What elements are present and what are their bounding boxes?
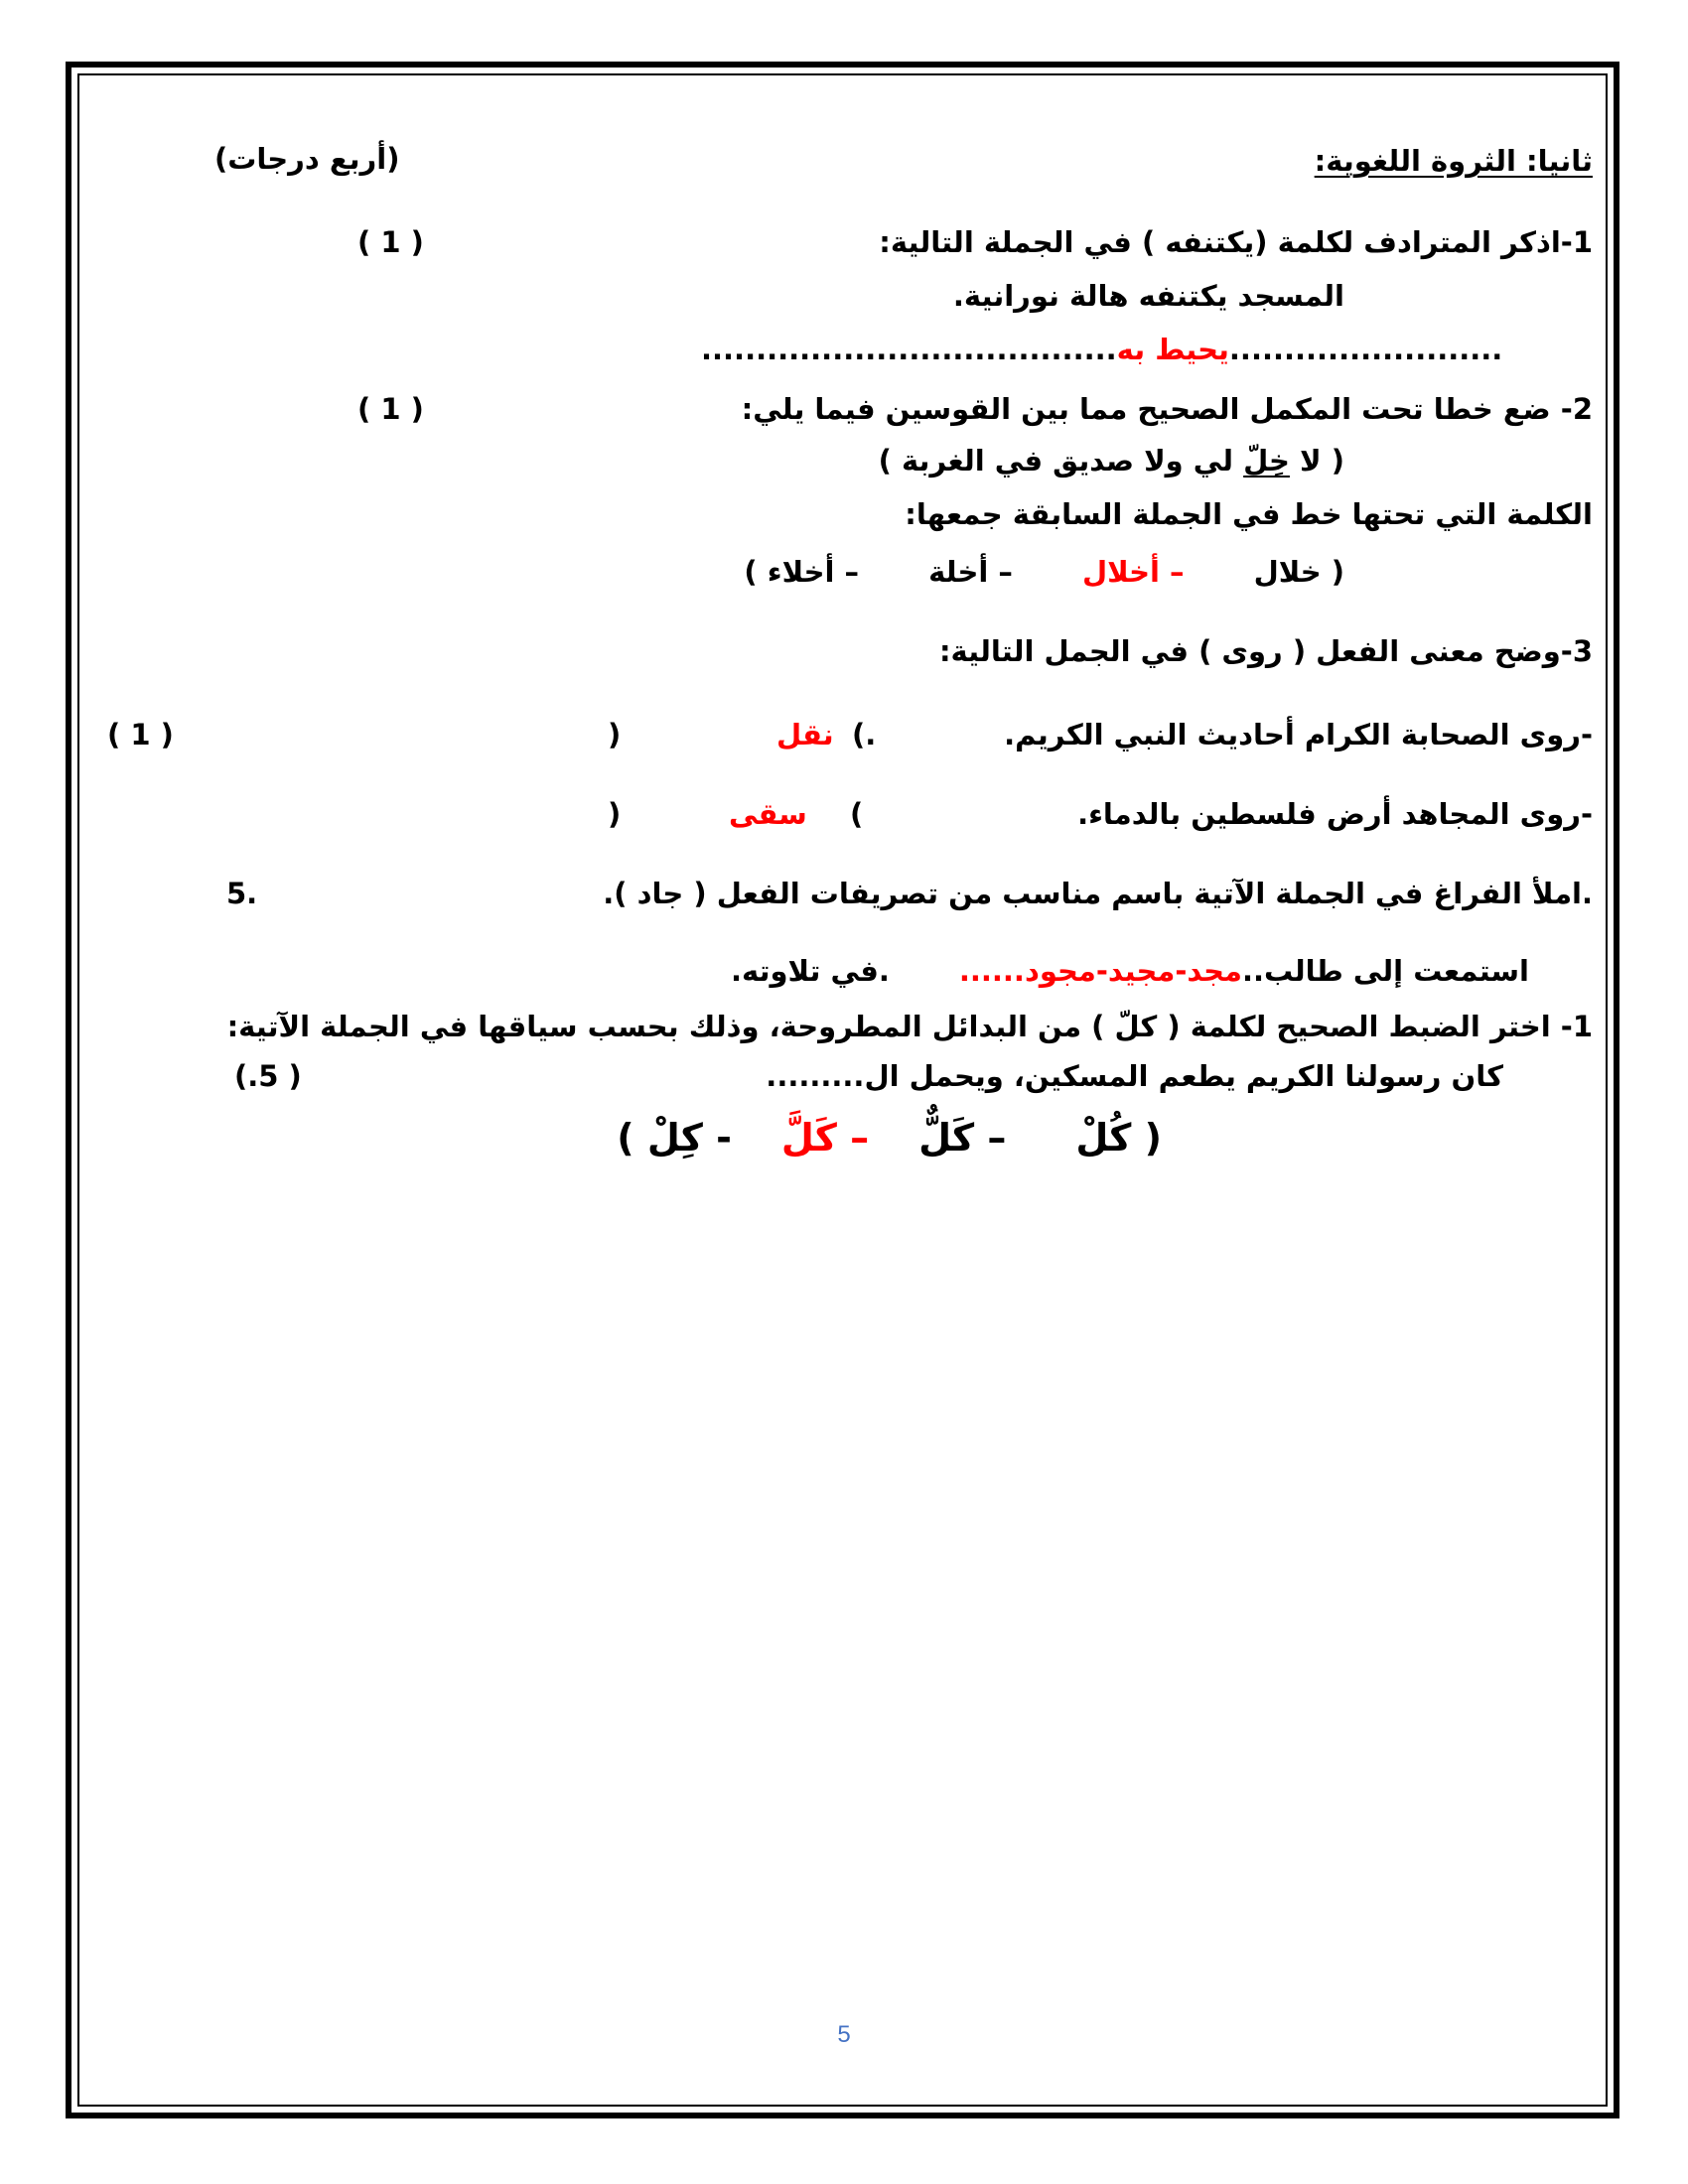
q5-options (617, 1116, 1162, 1160)
q2-plural-prompt: الكلمة التي تحتها خط في الجملة السابقة جمعها: (905, 497, 1593, 531)
q4-sentence-end: .في تلاوته. (730, 954, 890, 988)
q5-option-2: – كَلٌّ (918, 1116, 1007, 1160)
section-points: (أربع درجات) (214, 142, 400, 176)
q3-line2-close: ) (608, 797, 622, 831)
q2-option-1: ( خلال (1253, 555, 1344, 589)
q2-points: ( 1 ) (357, 392, 424, 426)
q3-line1-close: ) (608, 718, 622, 751)
q2-sentence-rest: لي ولا صديق في الغربة ) (878, 444, 1234, 478)
q1-dots-left: ...................................... (701, 333, 1117, 366)
q1-answer-line (701, 332, 1502, 367)
q2-option-correct: – أخلال (1081, 555, 1185, 589)
q1-text: 1-اذكر المترادف لكلمة (يكتنفه ) في الجملة التالية: (879, 225, 1593, 259)
q4-text: .املأ الفراغ في الجملة الآتية باسم مناسب من تصريفات الفعل ( جاد ). (603, 877, 1593, 910)
q3-line1-open: (. (852, 718, 877, 751)
q4-answer: مجد-مجيد-مجود...... (958, 954, 1242, 988)
q3-line1: -روى الصحابة الكرام أحاديث النبي الكريم. (1004, 718, 1593, 751)
q4-sentence (731, 953, 1529, 989)
q2-text: 2- ضع خطا تحت المكمل الصحيح مما بين القوسين فيما يلي: (741, 392, 1593, 426)
q2-sentence-open: ( لا (1300, 444, 1344, 478)
q2-option-3: – أخلة (928, 555, 1013, 589)
q5-option-4: - كِلْ ) (617, 1116, 732, 1160)
q2-option-4: – أخلاء ) (744, 555, 860, 589)
q5-option-1: ( كُلْ (1075, 1116, 1162, 1160)
q3-line2: -روى المجاهد أرض فلسطين بالدماء. (1077, 797, 1593, 831)
q3-line1-answer: نقل (776, 718, 834, 751)
q5-option-correct: – كَلَّ (780, 1116, 870, 1160)
q1-points: ( 1 ) (357, 225, 424, 259)
q2-underlined-word: خِلّ (1243, 444, 1290, 478)
q5-points: (.5 ) (234, 1059, 302, 1093)
q3-line2-answer: سقى (729, 797, 807, 831)
section-title: ثانيا: الثروة اللغوية: (1314, 144, 1593, 178)
q4-points: 5. (226, 877, 258, 910)
q1-sentence: المسجد يكتنفه هالة نورانية. (952, 279, 1344, 313)
q5-text: 1- اختر الضبط الصحيح لكلمة ( كلّ ) من البدائل المطروحة، وذلك بحسب سياقها في الجملة الآتية: (226, 1010, 1593, 1043)
q1-dots-right: ......................... (1228, 333, 1503, 366)
page-number: 5 (837, 2021, 851, 2048)
q3-text: 3-وضح معنى الفعل ( روى ) في الجمل التالية: (938, 634, 1593, 668)
q5-sentence: كان رسولنا الكريم يطعم المسكين، ويحمل ال......... (766, 1059, 1503, 1093)
q4-sentence-start: استمعت إلى طالب.. (1242, 954, 1529, 988)
q1-answer: يحيط به (1116, 333, 1229, 366)
q3-line2-open: ( (850, 797, 864, 831)
q2-sentence (879, 443, 1344, 478)
q2-options (744, 554, 1344, 590)
q3-line1-points: ( 1 ) (107, 718, 174, 751)
